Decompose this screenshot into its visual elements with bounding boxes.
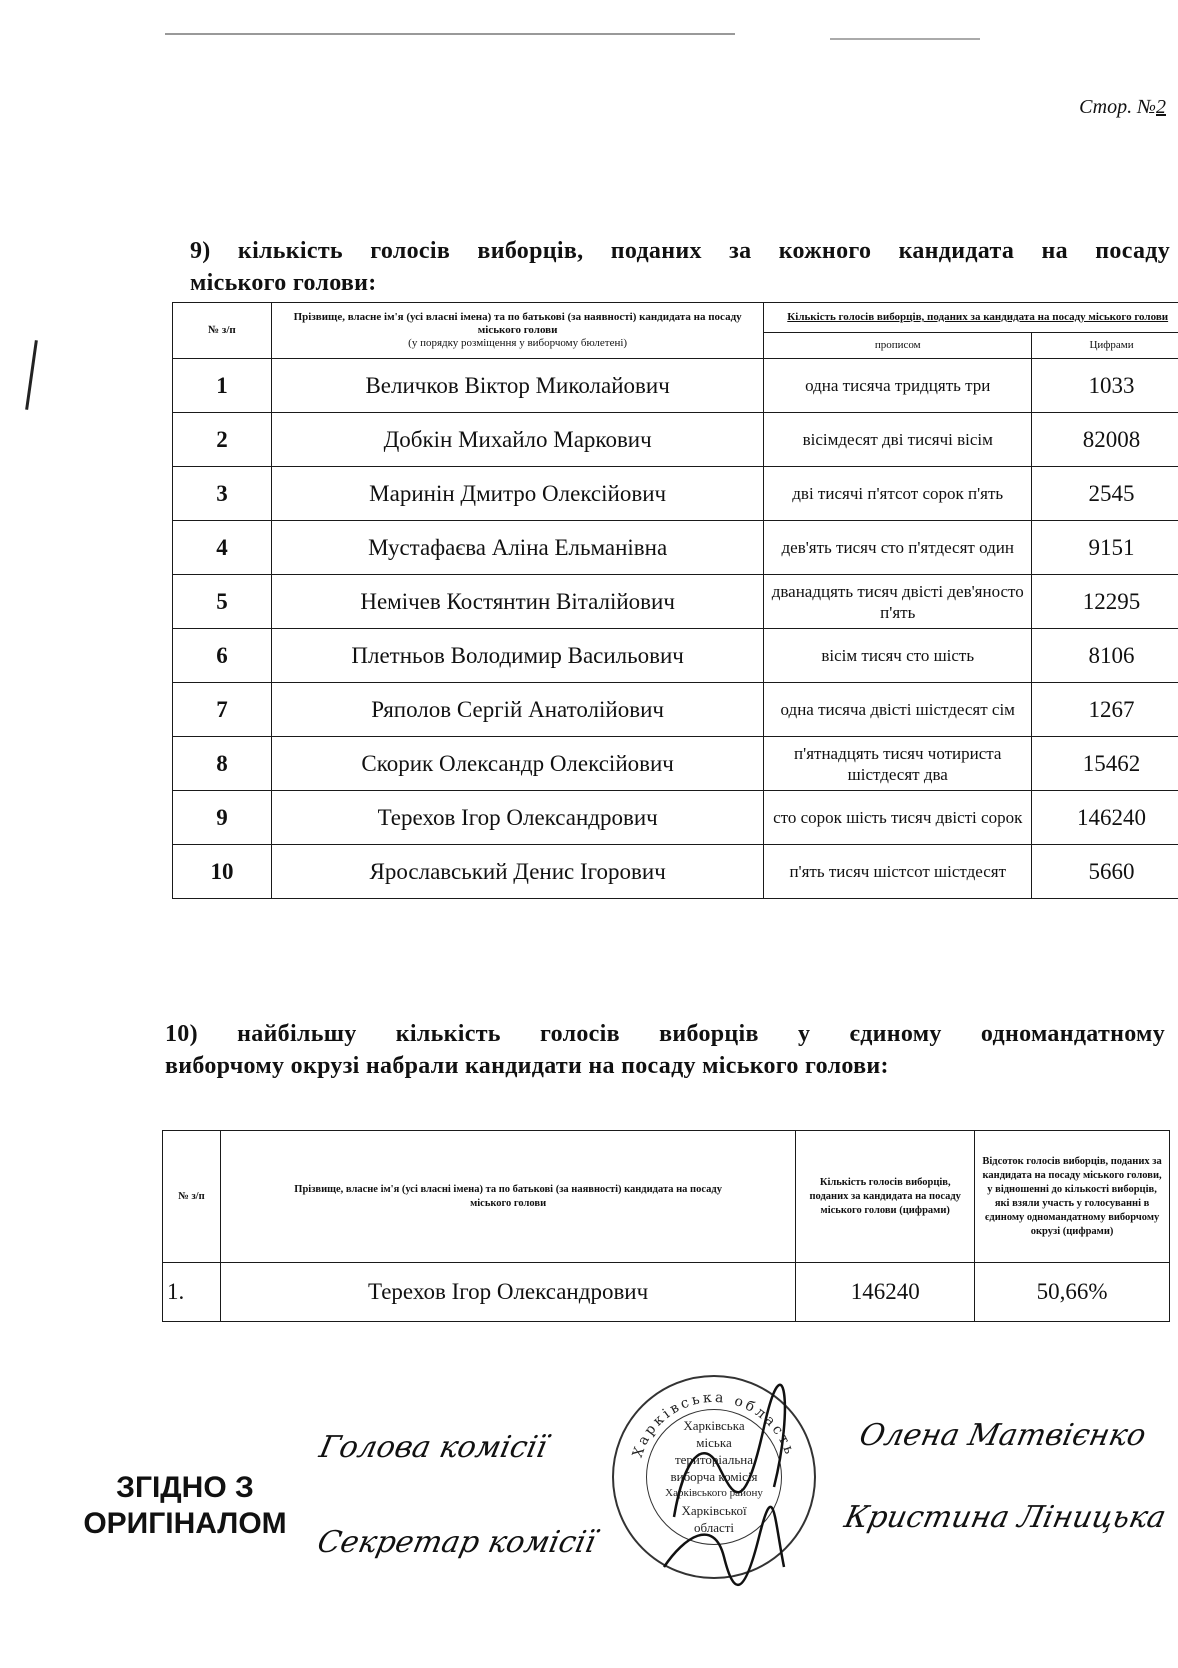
page-number-value: 2 (1156, 96, 1166, 118)
certified-copy-mark (80, 1470, 290, 1542)
header-percent: Відсоток голосів виборців, поданих за кандидата на посаду міського голови, у відношенні до кількості виборців, які взяли участь у голосуванні в єдиному одномандатному виборчому окрузі (цифрами) (975, 1131, 1170, 1263)
votes-words: дев'ять тисяч сто п'ятдесят один (764, 521, 1032, 575)
table-row (173, 575, 1178, 629)
votes-digits: 12295 (1032, 575, 1178, 629)
table-row (163, 1263, 1170, 1322)
header-votes-words: прописом (764, 333, 1032, 359)
votes-digits: 1033 (1032, 359, 1178, 413)
chair-name-signature: Олена Матвієнко (856, 1418, 1150, 1453)
header-name (271, 303, 763, 359)
votes-words: одна тисяча тридцять три (764, 359, 1032, 413)
secretary-name-signature: Кристина Ліницька (841, 1500, 1170, 1535)
section-10-heading (165, 1018, 1165, 1082)
stamp-line: виборча комісія (670, 1469, 758, 1484)
row-no: 3 (173, 467, 272, 521)
row-no: 1. (163, 1263, 221, 1322)
candidate-name: Добкін Михайло Маркович (271, 413, 763, 467)
table-row (173, 683, 1178, 737)
candidate-name: Скорик Олександр Олексійович (271, 737, 763, 791)
table-row (173, 359, 1178, 413)
candidate-name: Немічев Костянтин Віталійович (271, 575, 763, 629)
stamp-line: Харківської (681, 1503, 747, 1518)
votes-words: вісімдесят дві тисячі вісім (764, 413, 1032, 467)
certified-line2: ОРИГІНАЛОМ (83, 1507, 287, 1540)
table-row (173, 467, 1178, 521)
stamp-line: Харківського району (665, 1487, 763, 1499)
header-name-label: Прізвище, власне ім'я (усі власні імена) та по батькові (за наявності) кандидата на посаду міського голови (293, 311, 742, 336)
header-no: № з/п (173, 303, 272, 359)
section-10-heading-line2: виборчому окрузі набрали кандидати на посаду міського голови: (165, 1053, 889, 1079)
secretary-title-signature: Секретар комісії (314, 1525, 599, 1560)
candidates-votes-table (172, 302, 1178, 899)
row-no: 4 (173, 521, 272, 575)
row-no: 7 (173, 683, 272, 737)
table-row (173, 521, 1178, 575)
table-row (173, 413, 1178, 467)
candidate-name: Терехов Ігор Олександрович (271, 791, 763, 845)
section-9-heading-line1: 9) кількість голосів виборців, поданих за кожного кандидата на посаду (190, 238, 1170, 264)
votes-words: вісім тисяч сто шість (764, 629, 1032, 683)
votes-digits: 1267 (1032, 683, 1178, 737)
stamp-line: територіальна (674, 1452, 754, 1467)
section-9-heading (190, 235, 1170, 299)
vote-percent: 50,66% (975, 1263, 1170, 1322)
row-no: 8 (173, 737, 272, 791)
header-votes: Кількість голосів виборців, поданих за кандидата на посаду міського голови (цифрами) (796, 1131, 975, 1263)
official-stamp (612, 1375, 816, 1579)
candidate-name: Ярославський Денис Ігорович (271, 845, 763, 899)
stamp-line: Харківська (683, 1418, 745, 1433)
row-no: 10 (173, 845, 272, 899)
signature-scribble-icon (604, 1367, 864, 1607)
candidate-name: Величков Віктор Миколайович (271, 359, 763, 413)
margin-mark (25, 340, 38, 410)
votes-digits: 9151 (1032, 521, 1178, 575)
votes-digits: 2545 (1032, 467, 1178, 521)
stamp-line: міська (696, 1435, 732, 1450)
votes-digits: 8106 (1032, 629, 1178, 683)
votes-words: одна тисяча двісті шістдесят сім (764, 683, 1032, 737)
table-row (173, 791, 1178, 845)
header-name: Прізвище, власне ім'я (усі власні імена) та по батькові (за наявності) кандидата на посаду міського голови (220, 1131, 795, 1263)
page-number (1079, 96, 1166, 119)
section-10-heading-line1: 10) найбільшу кількість голосів виборців у єдиному одномандатному (165, 1021, 1165, 1047)
header-votes-digits: Цифрами (1032, 333, 1178, 359)
stamp-line: області (693, 1520, 735, 1535)
candidate-name: Маринін Дмитро Олексійович (271, 467, 763, 521)
votes-words: сто сорок шість тисяч двісті сорок (764, 791, 1032, 845)
scan-artifact-top-2 (830, 38, 980, 40)
candidate-name: Мустафаєва Аліна Ельманівна (271, 521, 763, 575)
scan-artifact-top (165, 33, 735, 35)
header-votes-group: Кількість голосів виборців, поданих за кандидата на посаду міського голови (764, 303, 1178, 333)
votes-words: п'ять тисяч шістсот шістдесят (764, 845, 1032, 899)
candidate-name: Терехов Ігор Олександрович (220, 1263, 795, 1322)
votes-words: дві тисячі п'ятсот сорок п'ять (764, 467, 1032, 521)
votes-digits: 82008 (1032, 413, 1178, 467)
row-no: 2 (173, 413, 272, 467)
row-no: 6 (173, 629, 272, 683)
votes-digits: 146240 (1032, 791, 1178, 845)
table-row (173, 629, 1178, 683)
chair-title-signature: Голова комісії (316, 1430, 551, 1465)
candidate-name: Плетньов Володимир Васильович (271, 629, 763, 683)
row-no: 9 (173, 791, 272, 845)
votes-words: дванадцять тисяч двісті дев'яносто п'ять (764, 575, 1032, 629)
winner-table (162, 1130, 1170, 1322)
page-number-label: Стор. № (1079, 96, 1156, 118)
votes-words: п'ятнадцять тисяч чотириста шістдесят два (764, 737, 1032, 791)
svg-text:Харківська область: Харківська область (629, 1389, 798, 1460)
votes-digits: 146240 (796, 1263, 975, 1322)
section-9-heading-line2: міського голови: (190, 270, 377, 296)
header-name-note: (у порядку розміщення у виборчому бюлетені) (408, 337, 628, 349)
table-row (173, 737, 1178, 791)
header-no: № з/п (163, 1131, 221, 1263)
votes-digits: 5660 (1032, 845, 1178, 899)
votes-digits: 15462 (1032, 737, 1178, 791)
certified-line1: ЗГІДНО З (116, 1471, 254, 1504)
table-row (173, 845, 1178, 899)
row-no: 1 (173, 359, 272, 413)
candidate-name: Ряполов Сергій Анатолійович (271, 683, 763, 737)
row-no: 5 (173, 575, 272, 629)
